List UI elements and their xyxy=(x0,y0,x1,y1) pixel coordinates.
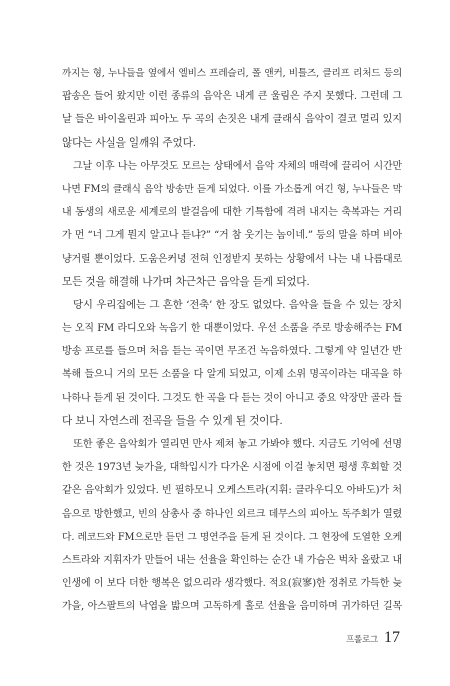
text-line: 팝송은 들어 왔지만 이런 종류의 음악은 내게 큰 울림은 주지 못했다. 그런데 그 xyxy=(62,91,402,103)
text-line: 당시 우리집에는 그 흔한 ‘전축’ 한 장도 없었다. 음악을 들을 수 있는 장치 xyxy=(73,298,402,311)
text-line: 인생에 이 보다 더한 행복은 없으리라 생각했다. 적요(寂寥)한 정취로 가득한 늦 xyxy=(62,578,402,590)
text-line: 한 것은 1973년 늦가을, 대학입시가 다가온 시점에 이걸 놓치면 평생 후회할 것 xyxy=(62,462,402,474)
text-line: 나하나 듣게 된 것이다. 그것도 한 곡을 다 듣는 것이 아니고 중요 악장만 골라 들 xyxy=(62,392,402,404)
text-line: 까지는 형, 누나들을 옆에서 엘비스 프레슬리, 폴 앤커, 비틀즈, 클리프 리처드 등의 xyxy=(62,68,402,79)
text-line: 같은 음악회가 있었다. 빈 필하모니 오케스트라(지휘: 클라우디오 아바도)가 처 xyxy=(62,485,402,497)
text-line: 방송 프로를 들으며 처음 듣는 곡이면 무조건 녹음하였다. 그렇게 약 일년간 반 xyxy=(62,346,402,358)
text-line: 다. 레코드와 FM으로만 듣던 그 명연주을 듣게 된 것이다. 그 현장에 도열한 오케 xyxy=(62,531,402,543)
text-line: 나면 FM의 클래식 음악 방송만 듣게 되었다. 이를 가소롭게 여긴 형, 누나들은 막 xyxy=(62,183,402,195)
text-line: 날 들은 바이올린과 피아노 두 곡의 손짓은 내게 클래식 음악이 결코 멀리 있지 xyxy=(62,114,402,126)
text-line: 냥거릴 뿐이었다. 도움은커녕 전혀 인정받지 못하는 상황에서 나는 내 나름대로 xyxy=(62,253,402,265)
section-label: 프롤로그 xyxy=(345,635,378,645)
text-line: 음으로 방한했고, 빈의 삼총사 중 하나인 외르크 데무스의 피아노 독주회가 열렸 xyxy=(62,508,402,520)
text-line: 가을, 아스팔트의 낙엽을 밟으며 고독하게 홀로 선율을 음미하며 귀가하던 길목 xyxy=(62,601,402,613)
text-line: 내 동생의 새로운 세계로의 발걸음에 대한 기특함에 격려 내지는 축복과는 거리 xyxy=(62,207,402,219)
page-footer xyxy=(346,629,400,649)
text-line: 않다는 사실을 일깨워 주었다. xyxy=(62,136,196,149)
text-line: 그날 이후 나는 아무것도 모르는 상태에서 음악 자체의 매력에 끌리어 시간만 xyxy=(73,160,402,172)
text-line: 가 먼 “너 그게 뭔지 알고나 듣냐?” “거 참 웃기는 놈이네.” 등의 말을 하며 비아 xyxy=(62,230,402,242)
text-line: 다 보니 자연스레 전곡을 들을 수 있게 된 것이다. xyxy=(62,414,283,427)
text-line: 또한 좋은 음악회가 열리면 만사 제쳐 놓고 가봐야 했다. 지금도 기억에 선명 xyxy=(73,439,402,450)
text-line: 모든 것을 해결해 나가며 차근차근 음악을 듣게 되었다. xyxy=(62,275,310,288)
body-text xyxy=(62,62,402,619)
text-line: 스트라와 지휘자가 만들어 내는 선율을 확인하는 순간 내 가슴은 벅차 올랐고 내 xyxy=(62,554,402,566)
page-number: 17 xyxy=(384,629,400,646)
text-line: 복해 들으니 거의 모든 소품을 다 알게 되었고, 이제 소위 명곡이라는 대곡을 하 xyxy=(62,369,402,381)
text-line: 는 오직 FM 라디오와 녹음기 한 대뿐이었다. 우선 소품을 주로 방송해주는 FM xyxy=(62,323,402,335)
